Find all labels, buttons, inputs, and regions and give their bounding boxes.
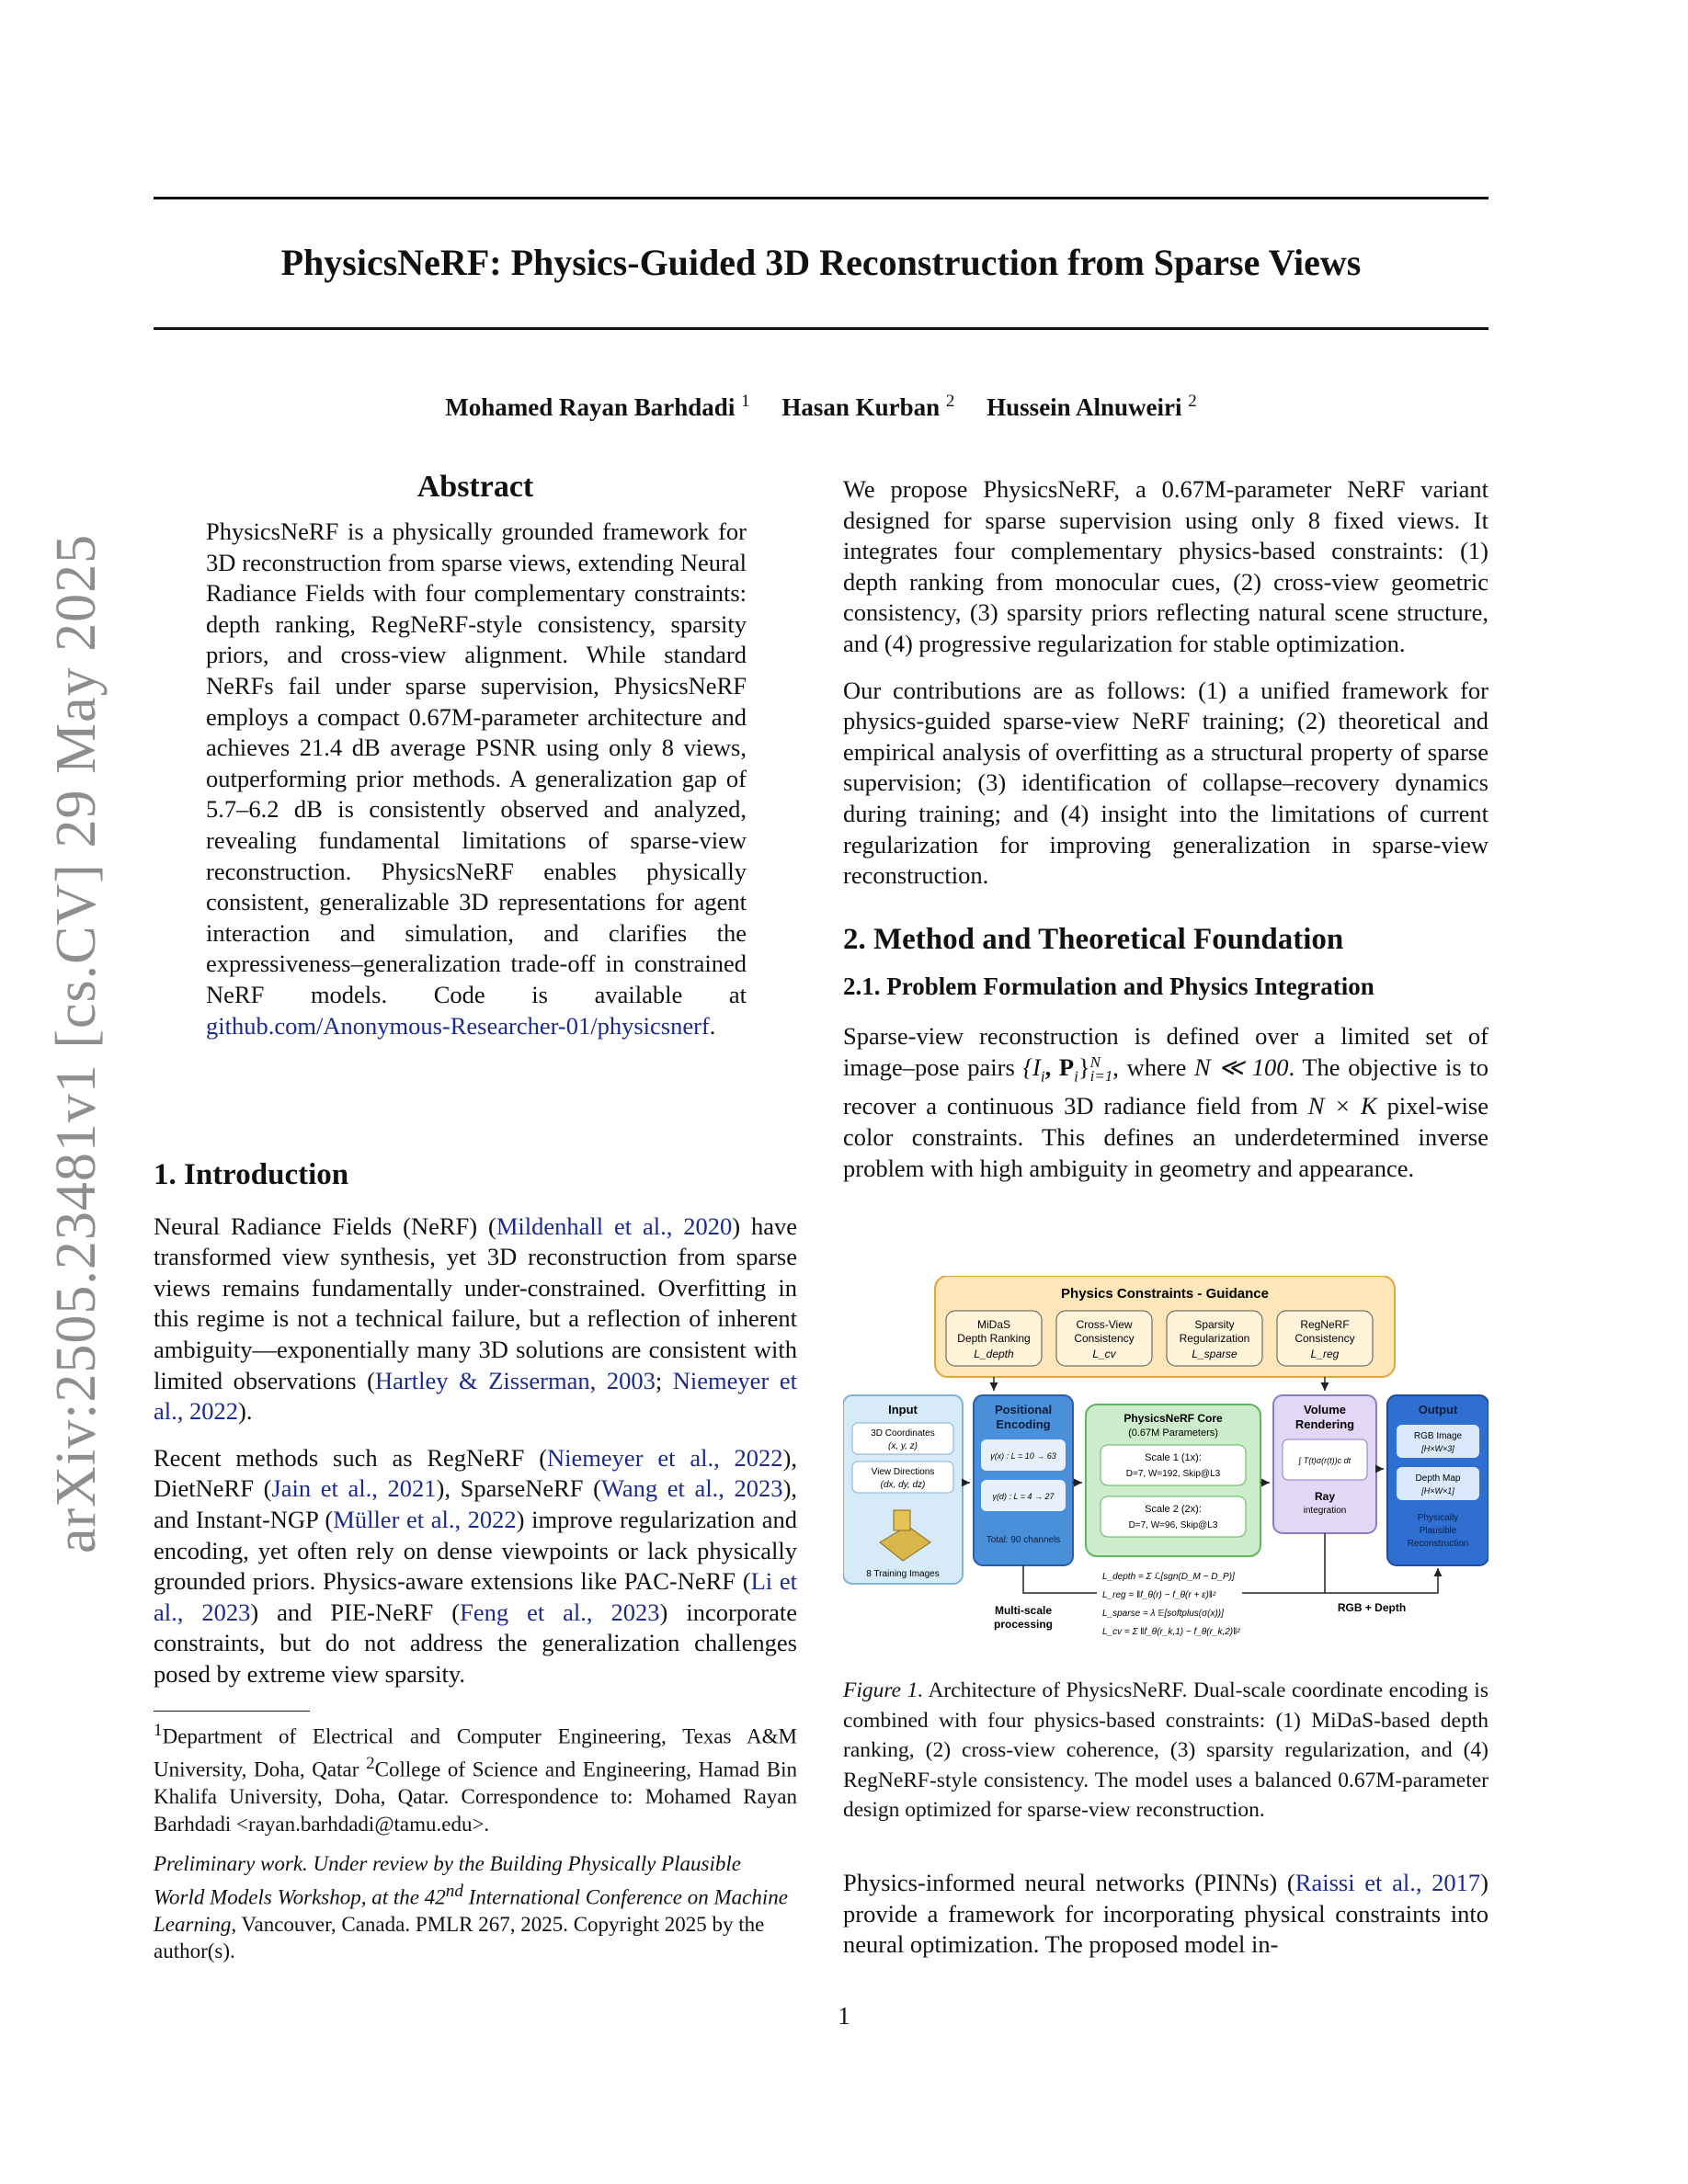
volume-rendering-block bbox=[1273, 1395, 1376, 1533]
svg-text:Scale 1 (1x):: Scale 1 (1x): bbox=[1145, 1452, 1202, 1463]
pinn-paragraph bbox=[843, 1868, 1488, 1961]
svg-text:(0.67M Parameters): (0.67M Parameters) bbox=[1128, 1428, 1218, 1439]
svg-text:L_cv: L_cv bbox=[1092, 1348, 1116, 1360]
body-text: ; bbox=[655, 1366, 673, 1394]
svg-text:Cross-View: Cross-View bbox=[1076, 1318, 1133, 1331]
title-rule-top bbox=[154, 197, 1488, 199]
citation-link[interactable]: Niemeyer et al., 2022 bbox=[547, 1443, 783, 1472]
svg-text:View Directions: View Directions bbox=[871, 1467, 935, 1477]
intro-heading: 1. Introduction bbox=[154, 1158, 349, 1191]
svg-text:Volume: Volume bbox=[1304, 1403, 1346, 1416]
constraint-box bbox=[946, 1311, 1042, 1366]
svg-text:L_depth: L_depth bbox=[974, 1348, 1014, 1360]
body-text: ) improve regularization and encoding, yet often rely on dense viewpoints or lack physically grounded priors. Physics-aware extensions like PAC-NeRF ( bbox=[154, 1505, 797, 1596]
svg-text:Sparsity: Sparsity bbox=[1194, 1318, 1235, 1331]
svg-text:8 Training Images: 8 Training Images bbox=[866, 1569, 940, 1579]
right-column-bottom bbox=[843, 1868, 1488, 1961]
multiscale-label: Multi-scale bbox=[994, 1604, 1053, 1617]
svg-text:Reconstruction: Reconstruction bbox=[1407, 1539, 1469, 1549]
svg-text:Output: Output bbox=[1418, 1403, 1458, 1416]
footnote-rule bbox=[154, 1711, 310, 1712]
body-text: ) incorporate constraints, but do not address the generalization challenges posed by extreme view sparsity. bbox=[154, 1598, 797, 1688]
body-text: ), and Instant-NGP ( bbox=[154, 1474, 798, 1533]
input-block bbox=[843, 1395, 963, 1584]
multiscale-label: processing bbox=[993, 1618, 1054, 1631]
svg-text:Physically: Physically bbox=[1417, 1513, 1459, 1523]
svg-text:Plausible: Plausible bbox=[1419, 1526, 1457, 1536]
output-block bbox=[1387, 1395, 1488, 1565]
abstract-heading: Abstract bbox=[416, 470, 534, 504]
svg-text:Depth Map: Depth Map bbox=[1415, 1473, 1461, 1484]
intro-paragraph-2 bbox=[154, 1443, 797, 1690]
body-text: ) and PIE-NeRF ( bbox=[250, 1598, 461, 1626]
author-list bbox=[154, 392, 1488, 422]
citation-link[interactable]: Müller et al., 2022 bbox=[333, 1505, 517, 1533]
constraint-box bbox=[1277, 1311, 1373, 1366]
svg-text:Encoding: Encoding bbox=[996, 1417, 1051, 1431]
svg-text:D=7, W=192, Skip@L3: D=7, W=192, Skip@L3 bbox=[1125, 1469, 1221, 1479]
loss-equation: L_reg = ‖f_θ(r) − f_θ(r + ε)‖² bbox=[1102, 1590, 1216, 1600]
section-2-heading: 2. Method and Theoretical Foundation bbox=[843, 922, 1344, 956]
svg-text:Depth Ranking: Depth Ranking bbox=[957, 1332, 1031, 1345]
arxiv-identifier: arXiv:2505.23481v1 [cs.CV] 29 May 2025 bbox=[45, 533, 108, 1553]
svg-text:integration: integration bbox=[1303, 1506, 1347, 1516]
svg-text:3D Coordinates: 3D Coordinates bbox=[871, 1428, 935, 1439]
body-text: ), SparseNeRF ( bbox=[436, 1474, 602, 1503]
citation-link[interactable]: Hartley & Zisserman, 2003 bbox=[375, 1366, 656, 1394]
svg-text:MiDaS: MiDaS bbox=[976, 1318, 1011, 1331]
loss-equation: L_depth = Σ ℒ[sgn(D_M − D_P)] bbox=[1102, 1572, 1235, 1582]
svg-text:Positional: Positional bbox=[994, 1403, 1053, 1416]
svg-text:Consistency: Consistency bbox=[1295, 1332, 1355, 1345]
svg-text:D=7, W=96, Skip@L3: D=7, W=96, Skip@L3 bbox=[1128, 1520, 1218, 1530]
physicsnerf-core-block bbox=[1086, 1405, 1260, 1556]
svg-text:(x, y, z): (x, y, z) bbox=[887, 1441, 918, 1451]
constraint-box bbox=[1056, 1311, 1152, 1366]
body-text: ). bbox=[238, 1397, 253, 1426]
abstract-body: PhysicsNeRF is a physically grounded framework for 3D reconstruction from sparse views, extending Neural Radiance Fields with four complementary constraints: depth ranking, RegNeRF-style consistency, sparsity priors, and cross-view alignment. While standard NeRFs fail under sparse supervision, PhysicsNeRF employs a compact 0.67M-parameter architecture and achieves 21.4 dB average PSNR using only 8 views, outperforming prior methods. A generalization gap of 5.7–6.2 dB is consistently observed and analyzed, revealing fundamental limitations of sparse-view reconstruction. PhysicsNeRF enables physically consistent, generalizable 3D representations for agent interaction and simulation, and clarifies the expressiveness–generalization trade-off in constrained NeRF models. Code is available at github.com/Anonymous-Researcher-01/physicsnerf. bbox=[206, 518, 747, 1040]
subsection-2-1-heading: 2.1. Problem Formulation and Physics Integration bbox=[843, 973, 1374, 1001]
figure-caption: Figure 1. Architecture of PhysicsNeRF. Dual-scale coordinate encoding is combined with four physics-based constraints: (1) MiDaS-based depth ranking, (2) cross-view coherence, (3) sparsity regularization, and (4) RegNeRF-style consistency. The model uses a balanced 0.67M-parameter design optimized for sparse-view reconstruction. bbox=[843, 1678, 1488, 1822]
paragraph: We propose PhysicsNeRF, a 0.67M-parameter NeRF variant designed for sparse supervision using only 8 fixed views. It integrates four complementary physics-based constraints: (1) depth ranking from monocular cues, (2) cross-view geometric consistency, (3) sparsity priors reflecting natural scene structure, and (4) progressive regularization for stable optimization. bbox=[843, 475, 1488, 657]
loss-equation: L_cv = Σ ‖f_θ(r_k,1) − f_θ(r_k,2)‖² bbox=[1102, 1627, 1240, 1637]
svg-text:Ray: Ray bbox=[1314, 1490, 1336, 1503]
svg-text:Regularization: Regularization bbox=[1179, 1332, 1250, 1345]
citation-link[interactable]: Wang et al., 2023 bbox=[601, 1474, 783, 1503]
right-column-top bbox=[843, 474, 1488, 1184]
svg-text:Consistency: Consistency bbox=[1074, 1332, 1135, 1345]
constraint-box bbox=[1167, 1311, 1262, 1366]
svg-text:(dx, dy, dz): (dx, dy, dz) bbox=[880, 1480, 926, 1490]
architecture-figure bbox=[843, 1276, 1488, 1653]
paper-title: PhysicsNeRF: Physics-Guided 3D Reconstruction from Sparse Views bbox=[280, 242, 1362, 283]
problem-paragraph: Sparse-view reconstruction is defined over a limited set of image–pose pairs {$I_i$, $P_i$} N i=1 , where N ≪ 100. The objective is to recover a continuous 3D radiance field from N × K pixel-wise color constraints. This defines an underdetermined inverse problem with high ambiguity in geometry and appearance. bbox=[843, 1021, 1489, 1182]
body-text: Neural Radiance Fields (NeRF) ( bbox=[154, 1211, 496, 1240]
code-link[interactable]: github.com/Anonymous-Researcher-01/physicsnerf bbox=[206, 1011, 710, 1040]
svg-text:L_sparse: L_sparse bbox=[1192, 1348, 1237, 1360]
svg-text:Scale 2 (2x):: Scale 2 (2x): bbox=[1145, 1504, 1202, 1515]
body-text: ) provide a framework for incorporating physical constraints into neural optimization. The proposed model in- bbox=[843, 1869, 1488, 1959]
positional-encoding-block bbox=[974, 1395, 1073, 1565]
author: Hasan Kurban $^2$ bbox=[781, 392, 955, 421]
body-text: Recent methods such as RegNeRF ( bbox=[154, 1443, 548, 1472]
page-number: 1 bbox=[838, 2002, 850, 2030]
svg-text:L_reg: L_reg bbox=[1310, 1348, 1340, 1360]
citation-link[interactable]: Feng et al., 2023 bbox=[460, 1598, 660, 1626]
preliminary-notice: Preliminary work. Under review by the Building Physically Plausible World Models Workshop, at the 42nd International Conference on Machine Learning, Vancouver, Canada. PMLR 267, 2025. Copyright 2025 by the author(s). bbox=[154, 1852, 788, 1963]
citation-link[interactable]: Jain et al., 2021 bbox=[271, 1474, 437, 1503]
svg-text:RGB Image: RGB Image bbox=[1413, 1431, 1463, 1441]
svg-text:γ(d) : L = 4 → 27: γ(d) : L = 4 → 27 bbox=[992, 1492, 1055, 1501]
body-text: ), DietNeRF ( bbox=[154, 1443, 797, 1503]
body-text: ) have transformed view synthesis, yet 3D reconstruction from sparse views remains fundamentally under-constrained. Overfitting in this regime is not a technical failure, but a reflection of inherent ambiguity—exponentially many 3D solutions are consistent with limited observations ( bbox=[154, 1211, 797, 1394]
guidance-title: Physics Constraints - Guidance bbox=[1061, 1286, 1269, 1302]
svg-text:RegNeRF: RegNeRF bbox=[1300, 1318, 1350, 1331]
author: Mohamed Rayan Barhdadi $^1$ bbox=[445, 392, 750, 421]
author: Hussein Alnuweiri $^2$ bbox=[987, 392, 1197, 421]
title-rule-bottom bbox=[154, 327, 1488, 330]
intro-paragraph-1 bbox=[154, 1211, 797, 1428]
loss-equation: L_sparse = λ 𝔼[softplus(σ(x))] bbox=[1102, 1609, 1224, 1619]
citation-link[interactable]: Li et al., 2023 bbox=[154, 1567, 797, 1626]
contributions-paragraph: Our contributions are as follows: (1) a unified framework for physics-guided sparse-view NeRF training; (2) theoretical and empirical analysis of overfitting as a structural property of sparse supervision; (3) identification of collapse–recovery dynamics during training; and (4) insight into the limitations of current regularization for improving generalization in sparse-view reconstruction. bbox=[843, 676, 1488, 890]
svg-text:PhysicsNeRF Core: PhysicsNeRF Core bbox=[1123, 1412, 1223, 1425]
citation-link[interactable]: Niemeyer et al., 2022 bbox=[154, 1366, 797, 1426]
svg-text:Rendering: Rendering bbox=[1295, 1417, 1355, 1431]
intro-section bbox=[154, 1160, 797, 1690]
affiliation-footnote: $^1$Department of Electrical and Computer Engineering, Texas A&M University, Doha, Qatar $^2$College of Science and Engineering, Hamad Bin Khalifa University, Doha, Qatar. Correspondence to: Mohamed Rayan Barhdadi <rayan.barhdadi@tamu.edu>. bbox=[154, 1721, 797, 1836]
rgb-depth-label: RGB + Depth bbox=[1337, 1601, 1407, 1614]
svg-text:Total: 90 channels: Total: 90 channels bbox=[986, 1535, 1061, 1545]
svg-text:∫ T(t)σ(r(t))c dt: ∫ T(t)σ(r(t))c dt bbox=[1298, 1456, 1352, 1465]
svg-text:[H×W×1]: [H×W×1] bbox=[1421, 1486, 1454, 1496]
body-text: Physics-informed neural networks (PINNs) ( bbox=[843, 1869, 1295, 1896]
svg-text:[H×W×3]: [H×W×3] bbox=[1421, 1444, 1454, 1453]
svg-text:Input: Input bbox=[888, 1403, 918, 1416]
citation-link[interactable]: Raissi et al., 2017 bbox=[1295, 1869, 1481, 1896]
svg-text:γ(x) : L = 10 → 63: γ(x) : L = 10 → 63 bbox=[990, 1451, 1056, 1461]
citation-link[interactable]: Mildenhall et al., 2020 bbox=[496, 1211, 733, 1240]
